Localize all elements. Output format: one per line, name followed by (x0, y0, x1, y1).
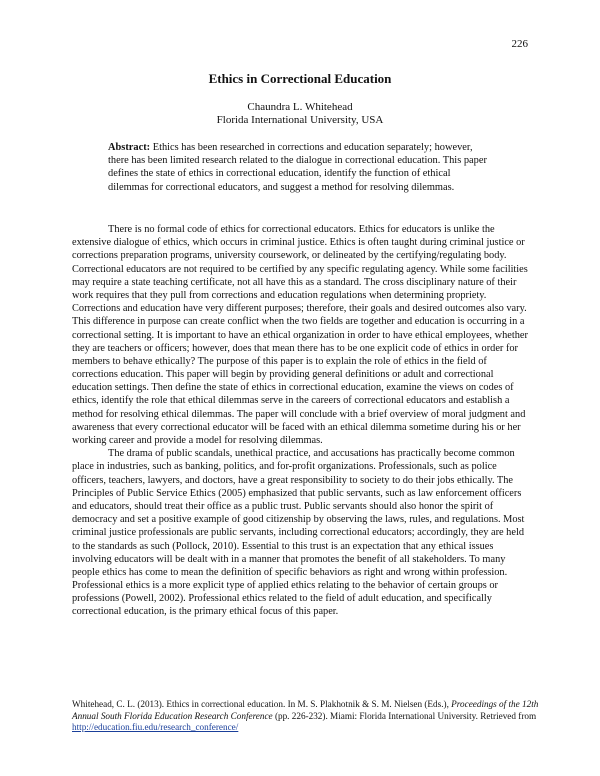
body-paragraph-2: The drama of public scandals, unethical practice, and accusations has practically become common place in industries, such as banking, politics, and for-profit organizations. Professionals, such as police officers, teachers, lawyers, and doctors, have a great responsibility to society to do their jobs ethically. The Principles of Public Service Ethics (2005) emphasized that public servants, such as law enforcement officers and educators, should treat their office as a public trust. Public servants should also honor the spirit of democracy and set a positive example of good citizenship by observing the laws, rules, and regulations. Most criminal justice professionals are public servants, including correctional educators; accordingly, they are held to the standards as such (Pollock, 2010). Essential to this trust is an expectation that any ethical issues involving educators will be dealt with in a manner that promotes the benefit of all stakeholders. To many people ethics has come to mean the definition of specific behaviors as right and wrong within profession. Professional ethics is a more explicit type of applied ethics relating to the behavior of certain groups or professions (Powell, 2002). Professional ethics related to the field of adult education, and specifically correctional education, is the primary ethical focus of this paper. (72, 448, 525, 618)
author-name: Chaundra L. Whitehead (247, 101, 353, 113)
footnote-link[interactable]: http://education.fiu.edu/research_conference/ (72, 722, 239, 733)
page-number: 226 (511, 38, 528, 50)
body-text (72, 223, 530, 619)
author-block (0, 101, 600, 127)
footnote-proceedings-title: Proceedings of the 12th Annual South Florida Education Research Conference (72, 699, 539, 721)
abstract-text: Ethics has been researched in corrections and education separately; however, there has been limited research related to the dialogue in correctional education. This paper defines the state of ethics in correctional education, identify the function of ethical dilemmas for correctional educators, and suggest a method for resolving dilemmas. (108, 142, 487, 193)
citation-footnote (72, 699, 542, 734)
footnote-citation-start: Whitehead, C. L. (2013). Ethics in correctional education. In M. S. Plakhotnik & S. M. Nielsen (Eds.), (72, 699, 452, 709)
abstract-label: Abstract: (108, 142, 151, 153)
author-affiliation: Florida International University, USA (216, 114, 384, 126)
body-paragraph-1: There is no formal code of ethics for correctional educators. Ethics for educators is unlike the extensive dialogue of ethics, which occurs in criminal justice. Ethics is often taught during criminal justice or corrections preparation programs, university coursework, or delineated by the certifying/regulating body. Correctional educators are not required to be certified by any specific regulating agency. While some facilities may require a state teaching certificate, not all have this as a standard. The cross disciplinary nature of their work requires that they pull from corrections and education regulations when determining propriety. Corrections and education have very different purposes; therefore, their goals and desired outcomes also vary. This difference in purpose can create conflict when the two fields are together and education is occurring in a correctional setting. It is important to have an ethical organization in order to have ethical employees, whether they are teachers or officers; however, does that mean there has to be one explicit code of ethics in order for members to behave ethically? The purpose of this paper is to explain the role of ethics in the field of corrections education. This paper will begin by providing general definitions or adult and correctional education settings. Then define the state of ethics in correctional education, examine the views on codes of ethics, identify the role that ethical dilemmas serve in the careers of correctional educators and establish a method for resolving ethical dilemmas. The paper will conclude with a brief overview of moral judgment and awareness that every correctional educator will be faced with an ethical dilemma sometime during his or her working career and provide a model for resolving dilemmas. (72, 224, 528, 446)
paper-title: Ethics in Correctional Education (208, 71, 392, 86)
footnote-citation-end: (pp. 226-232). Miami: Florida International University. Retrieved from (272, 710, 537, 721)
abstract (108, 141, 488, 194)
